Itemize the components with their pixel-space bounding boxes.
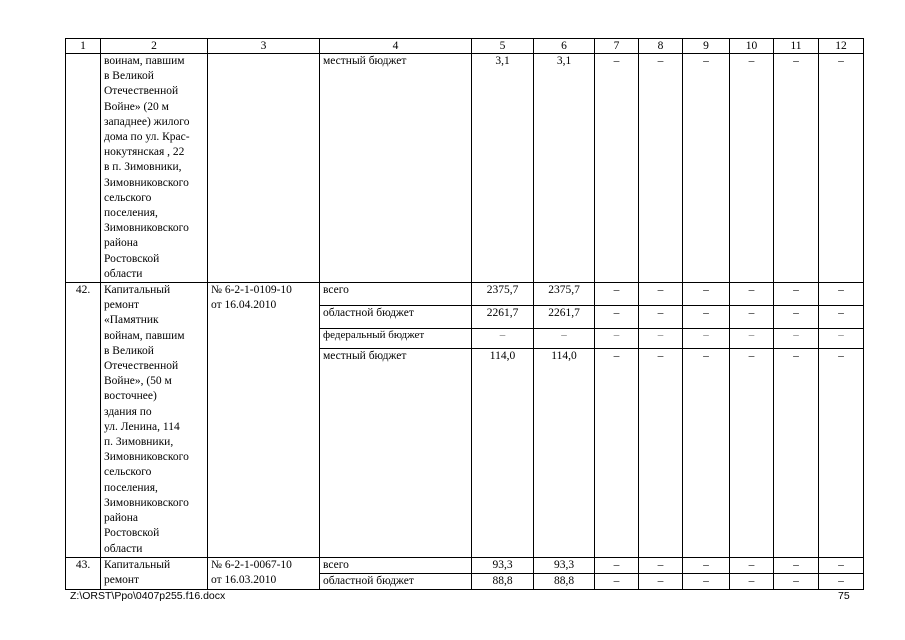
value-col5: – <box>472 328 534 348</box>
header-cell: 8 <box>639 39 683 54</box>
row-number <box>66 54 101 283</box>
row-number: 42. <box>66 283 101 558</box>
header-cell: 10 <box>730 39 774 54</box>
header-cell: 1 <box>66 39 101 54</box>
dash-cell: – <box>639 573 683 589</box>
value-col5: 114,0 <box>472 348 534 557</box>
row-number: 43. <box>66 557 101 589</box>
budget-label: всего <box>320 557 472 573</box>
budget-label: федеральный бюджет <box>320 328 472 348</box>
dash-cell: – <box>683 283 730 306</box>
budget-label: местный бюджет <box>320 348 472 557</box>
dash-cell: – <box>639 557 683 573</box>
dash-cell: – <box>730 305 774 328</box>
value-col6: 2261,7 <box>534 305 595 328</box>
object-name: Капитальный ремонт «Памятник войнам, павшим в Великой Отечественной Войне», (50 м восточнее) здания по ул. Ленина, 114 п. Зимовники, Зимовниковского сельского поселения, Зимовниковского района Ростовской области <box>101 283 208 558</box>
footer-file-path: Z:\ORST\Ppo\0407p255.f16.docx <box>70 590 226 602</box>
dash-cell: – <box>774 328 819 348</box>
dash-cell: – <box>774 573 819 589</box>
dash-cell: – <box>819 54 864 283</box>
dash-cell: – <box>730 283 774 306</box>
value-col6: 3,1 <box>534 54 595 283</box>
page-number: 75 <box>838 590 850 602</box>
header-cell: 3 <box>208 39 320 54</box>
document-ref <box>208 54 320 283</box>
value-col6: 88,8 <box>534 573 595 589</box>
dash-cell: – <box>819 557 864 573</box>
value-col5: 3,1 <box>472 54 534 283</box>
header-cell: 6 <box>534 39 595 54</box>
dash-cell: – <box>595 328 639 348</box>
dash-cell: – <box>639 283 683 306</box>
dash-cell: – <box>774 557 819 573</box>
value-col6: – <box>534 328 595 348</box>
value-col6: 114,0 <box>534 348 595 557</box>
value-col5: 93,3 <box>472 557 534 573</box>
document-ref: № 6-2-1-0109-10 от 16.04.2010 <box>208 283 320 558</box>
header-cell: 12 <box>819 39 864 54</box>
dash-cell: – <box>683 305 730 328</box>
dash-cell: – <box>683 573 730 589</box>
header-cell: 4 <box>320 39 472 54</box>
dash-cell: – <box>595 283 639 306</box>
dash-cell: – <box>730 348 774 557</box>
dash-cell: – <box>819 328 864 348</box>
dash-cell: – <box>819 573 864 589</box>
budget-label: областной бюджет <box>320 573 472 589</box>
dash-cell: – <box>595 557 639 573</box>
dash-cell: – <box>683 54 730 283</box>
dash-cell: – <box>774 283 819 306</box>
value-col5: 2375,7 <box>472 283 534 306</box>
value-col6: 93,3 <box>534 557 595 573</box>
dash-cell: – <box>774 305 819 328</box>
dash-cell: – <box>730 328 774 348</box>
header-cell: 5 <box>472 39 534 54</box>
header-row <box>66 39 864 54</box>
dash-cell: – <box>774 54 819 283</box>
dash-cell: – <box>819 348 864 557</box>
dash-cell: – <box>819 283 864 306</box>
document-ref: № 6-2-1-0067-10 от 16.03.2010 <box>208 557 320 589</box>
table-row <box>66 557 864 573</box>
dash-cell: – <box>595 305 639 328</box>
value-col5: 88,8 <box>472 573 534 589</box>
dash-cell: – <box>819 305 864 328</box>
value-col6: 2375,7 <box>534 283 595 306</box>
budget-label: местный бюджет <box>320 54 472 283</box>
dash-cell: – <box>639 305 683 328</box>
dash-cell: – <box>683 557 730 573</box>
object-name: Капитальный ремонт <box>101 557 208 589</box>
budget-table <box>65 38 864 590</box>
budget-label: областной бюджет <box>320 305 472 328</box>
dash-cell: – <box>683 328 730 348</box>
header-cell: 7 <box>595 39 639 54</box>
dash-cell: – <box>595 348 639 557</box>
dash-cell: – <box>639 348 683 557</box>
value-col5: 2261,7 <box>472 305 534 328</box>
dash-cell: – <box>595 573 639 589</box>
table-row <box>66 54 864 283</box>
header-cell: 11 <box>774 39 819 54</box>
budget-label: всего <box>320 283 472 306</box>
dash-cell: – <box>730 573 774 589</box>
dash-cell: – <box>683 348 730 557</box>
dash-cell: – <box>774 348 819 557</box>
table-row <box>66 283 864 306</box>
object-name: воинам, павшим в Великой Отечественной Войне» (20 м западнее) жилого дома по ул. Крас- нокутянская , 22 в п. Зимовники, Зимовниковского сельского поселения, Зимовниковского района Ростовской области <box>101 54 208 283</box>
header-cell: 2 <box>101 39 208 54</box>
dash-cell: – <box>730 557 774 573</box>
dash-cell: – <box>730 54 774 283</box>
dash-cell: – <box>639 328 683 348</box>
dash-cell: – <box>639 54 683 283</box>
header-cell: 9 <box>683 39 730 54</box>
dash-cell: – <box>595 54 639 283</box>
